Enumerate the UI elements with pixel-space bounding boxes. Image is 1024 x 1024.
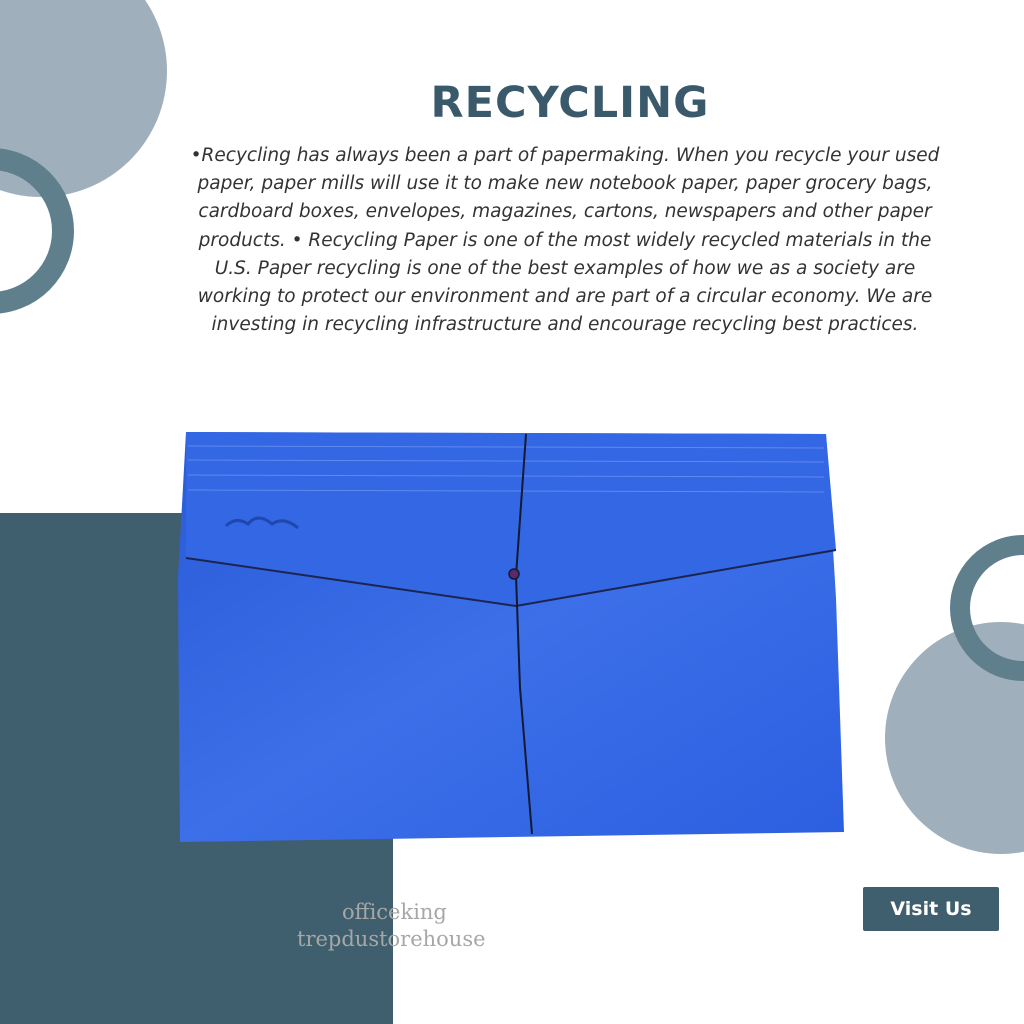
- visit-us-button[interactable]: Visit Us: [863, 887, 999, 931]
- envelope-folder-image: [176, 428, 848, 848]
- brand-line-1: officeking: [342, 900, 447, 924]
- brand-line-2: trepdustorehouse: [297, 927, 486, 951]
- body-paragraph: •Recycling has always been a part of papermaking. When you recycle your used paper, paper mills will use it to make new notebook paper, paper grocery bags, cardboard boxes, envelopes, magazines, cartons, newspapers and other paper products. • Recycling Paper is one of the most widely recycled materials in the U.S. Paper recycling is one of the best examples of how we as a society are working to protect our environment and are part of a circular economy. We are investing in recycling infrastructure and encourage recycling best practices.: [190, 145, 940, 336]
- page-title: RECYCLING: [430, 78, 710, 128]
